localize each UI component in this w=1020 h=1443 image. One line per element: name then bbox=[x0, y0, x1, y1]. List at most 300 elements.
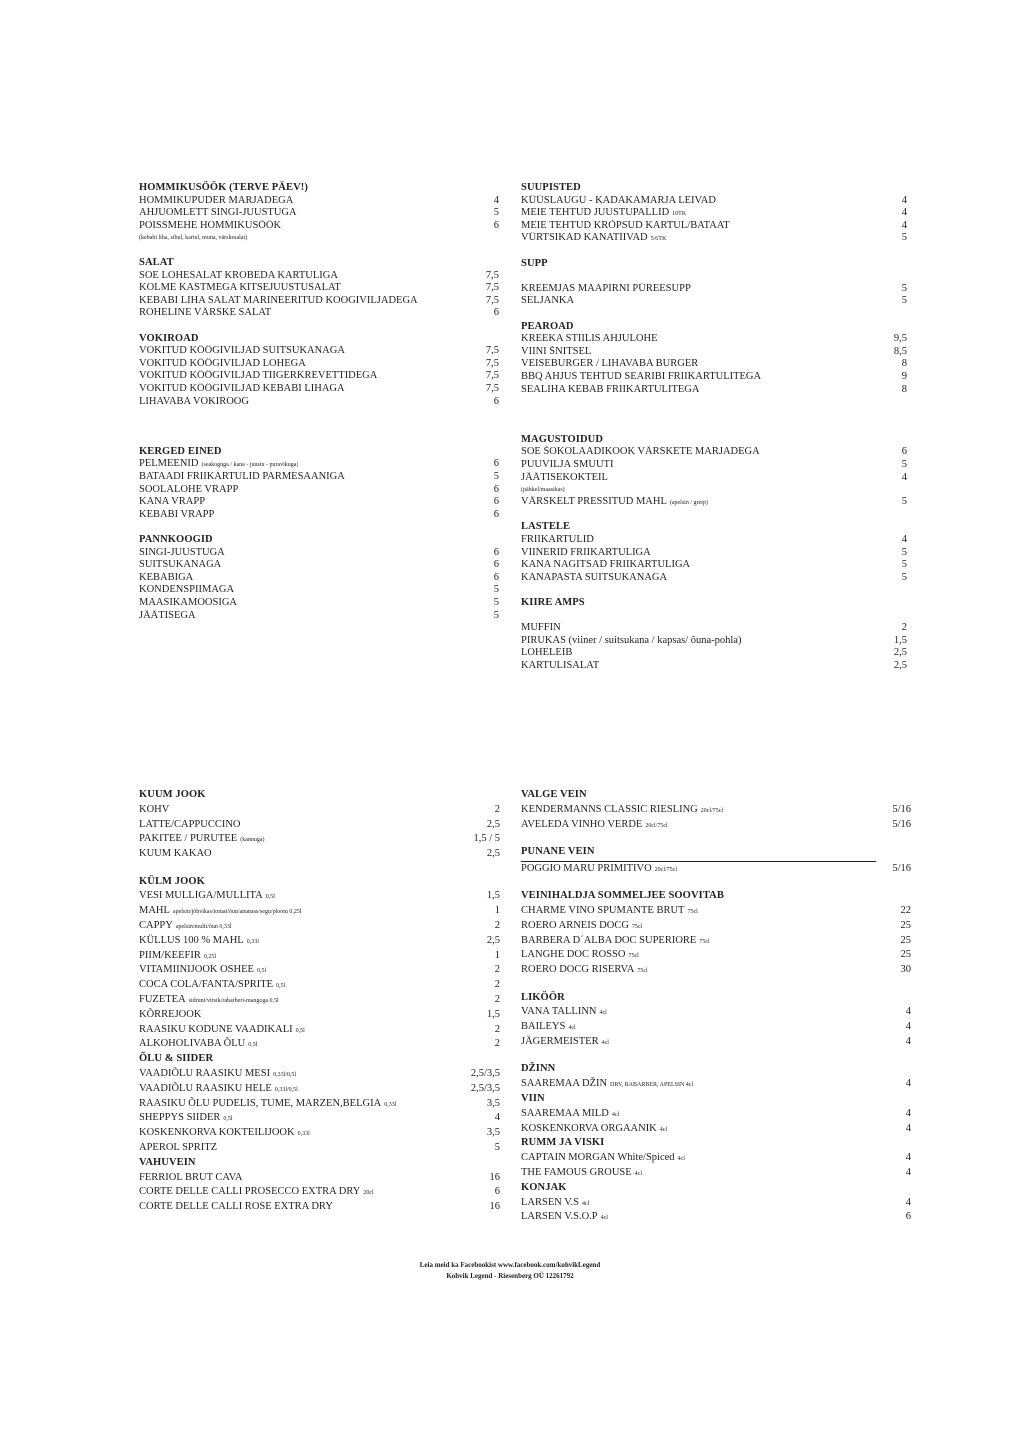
menu-item-price: 4 bbox=[905, 1107, 911, 1119]
menu-item-price: 4 bbox=[493, 194, 499, 206]
menu-item-vaadiolu-raasiku-hele bbox=[139, 1082, 500, 1097]
drinks-left-column bbox=[139, 788, 500, 1215]
menu-item-suitsukanaga bbox=[139, 559, 499, 572]
footer-facebook-line: Leia meid ka Facebookist www.facebook.com/kohvikLegend bbox=[419, 1261, 601, 1269]
item-note: 4cl bbox=[611, 1111, 620, 1118]
menu-item-price: 4 bbox=[901, 534, 907, 546]
menu-item-price: 5 bbox=[901, 282, 907, 294]
section-title: KERGED EINED bbox=[139, 445, 222, 457]
menu-item-soolalohe-vrapp bbox=[139, 484, 499, 497]
menu-item-price: 2,5 bbox=[893, 659, 907, 671]
menu-item-name bbox=[521, 818, 668, 834]
menu-section-valge-vein bbox=[521, 788, 911, 832]
item-note: 0,5l bbox=[265, 894, 275, 901]
menu-item-vana-tallinn bbox=[521, 1005, 911, 1020]
menu-section-kuum-jook bbox=[139, 788, 500, 862]
item-name-text: VIINERID FRIIKARTULIGA bbox=[521, 546, 651, 558]
menu-item-name bbox=[521, 803, 723, 819]
menu-item-price: 7,5 bbox=[485, 282, 499, 294]
item-name-text: SOE ŠOKOLAADIKOOK VÄRSKETE MARJADEGA bbox=[521, 446, 760, 458]
item-name-text: KOHV bbox=[139, 803, 170, 815]
menu-item-price: 2 bbox=[494, 1023, 500, 1035]
menu-section-konjak bbox=[521, 1181, 911, 1225]
menu-item-name bbox=[139, 396, 249, 409]
item-name-text: LARSEN V.S.O.P bbox=[521, 1211, 598, 1223]
menu-item-name bbox=[521, 346, 591, 359]
menu-item-name bbox=[139, 1008, 201, 1023]
item-name-text: POGGIO MARU PRIMITIVO bbox=[521, 862, 652, 874]
menu-item-price: 5 bbox=[901, 571, 907, 583]
item-name-text: JÄGERMEISTER bbox=[521, 1035, 599, 1047]
section-title: PUNANE VEIN bbox=[521, 845, 595, 857]
menu-item-name bbox=[521, 232, 666, 246]
item-name-text: AVELEDA VINHO VERDE bbox=[521, 818, 643, 830]
menu-item-price: 1,5 bbox=[486, 1008, 500, 1020]
menu-item-price: 4 bbox=[494, 1112, 500, 1124]
menu-section-pearoad bbox=[521, 321, 907, 397]
menu-item-price: 5 bbox=[493, 584, 499, 596]
menu-item-price: 5 bbox=[901, 496, 907, 508]
menu-item-price: 1 bbox=[494, 949, 500, 961]
item-name-text: VIINI ŠNITSEL bbox=[521, 345, 592, 357]
menu-item-name bbox=[139, 559, 221, 572]
menu-item-ahjuomlett-singi-juustuga bbox=[139, 207, 499, 220]
item-name-text: SAAREMAA DŽIN bbox=[521, 1078, 608, 1090]
item-name-text: VOKITUD KÖÖGIVILJAD SUITSUKANAGA bbox=[139, 345, 345, 357]
item-name-text: SOOLALOHE VRAPP bbox=[139, 483, 239, 495]
menu-item-price: 2,5 bbox=[486, 848, 500, 860]
item-name-text: VITAMIINIJOOK OSHEE bbox=[139, 964, 254, 976]
section-title: PEAROAD bbox=[521, 320, 574, 332]
menu-item-veiseburger-lihavaba-burger bbox=[521, 358, 907, 371]
item-name-text: KEBABI LIHA SALAT MARINEERITUD KOOGIVILJADEGA bbox=[139, 294, 418, 306]
item-name-text: KEBABI VRAPP bbox=[139, 508, 215, 520]
menu-item-name bbox=[139, 832, 265, 848]
menu-item-name bbox=[139, 818, 241, 833]
page-footer bbox=[0, 1260, 1020, 1282]
section-title: MAGUSTOIDUD bbox=[521, 433, 603, 445]
section-title: KONJAK bbox=[521, 1181, 567, 1193]
menu-item-name bbox=[521, 496, 708, 510]
menu-section-dzinn bbox=[521, 1062, 911, 1092]
menu-item-name bbox=[139, 889, 275, 905]
menu-item-kondenspiimaga bbox=[139, 584, 499, 597]
item-name-text: KANAPASTA SUITSUKANAGA bbox=[521, 571, 668, 583]
menu-item-jagermeister bbox=[521, 1035, 911, 1050]
section-note: (kebabi liha, sibul, kartul, muna, värskesalat) bbox=[139, 235, 248, 242]
menu-item-kebabiga bbox=[139, 572, 499, 585]
menu-item-name bbox=[521, 1210, 608, 1226]
menu-item-price: 9 bbox=[901, 370, 907, 382]
item-name-text: ROHELINE VÄRSKE SALAT bbox=[139, 307, 272, 319]
item-note: 20cl/75cl bbox=[700, 807, 724, 814]
menu-item-kuuslaugu-kadakamarja-leivad bbox=[521, 195, 907, 208]
item-note: 0,33l bbox=[246, 938, 259, 945]
menu-item-name bbox=[139, 1171, 242, 1186]
item-name-text: KREEKA STIILIS AHJULOHE bbox=[521, 333, 658, 345]
menu-section-pannkoogid bbox=[139, 534, 499, 622]
menu-item-kendermanns-classic-riesling bbox=[521, 803, 911, 818]
item-name-text: FERRIOL BRUT CAVA bbox=[139, 1171, 243, 1183]
item-note: DRY, RABARBER, APELSIN 4cl bbox=[610, 1082, 694, 1089]
menu-item-piim-keefir bbox=[139, 949, 500, 964]
menu-item-price: 5 bbox=[493, 471, 499, 483]
menu-item-name bbox=[139, 1097, 396, 1113]
item-note: 0,5l bbox=[276, 983, 286, 990]
menu-item-name bbox=[139, 195, 293, 208]
item-name-text: SAAREMAA MILD bbox=[521, 1107, 609, 1119]
menu-item-vokitud-koogiviljad-tiigerkrevettidega bbox=[139, 370, 499, 383]
menu-item-price: 4 bbox=[905, 1122, 911, 1134]
menu-item-price: 4 bbox=[905, 1196, 911, 1208]
item-name-text: BBQ AHJUS TEHTUD SEARIBI FRIIKARTULITEGA bbox=[521, 370, 762, 382]
item-name-text: CORTE DELLE CALLI ROSE EXTRA DRY bbox=[139, 1201, 333, 1213]
menu-item-raasiku-kodune-vaadikali bbox=[139, 1023, 500, 1038]
menu-item-price: 5 bbox=[901, 459, 907, 471]
menu-item-price: 6 bbox=[493, 508, 499, 520]
menu-item-price: 7,5 bbox=[485, 345, 499, 357]
menu-item-name bbox=[139, 1185, 374, 1201]
menu-item-price: 1,5 bbox=[486, 890, 500, 902]
item-note: sidruni/virsik/rabarberi-mangoga 0,5l bbox=[188, 997, 279, 1004]
item-name-text: VÄRSKELT PRESSITUD MAHL bbox=[521, 496, 667, 508]
food-left-column bbox=[139, 182, 499, 622]
menu-item-baileys bbox=[521, 1020, 911, 1035]
item-note: 0,5l bbox=[248, 1042, 258, 1049]
menu-item-name bbox=[521, 358, 698, 371]
menu-item-kohv bbox=[139, 803, 500, 818]
menu-item-vokitud-koogiviljad-kebabi-lihaga bbox=[139, 383, 499, 396]
menu-item-larsen-v-s bbox=[521, 1196, 911, 1211]
section-title: PANNKOOGID bbox=[139, 534, 213, 546]
item-name-text: SHEPPYS SIIDER bbox=[139, 1112, 221, 1124]
section-title: KUUM JOOK bbox=[139, 789, 206, 800]
menu-section-vokiroad bbox=[139, 333, 499, 409]
item-name-text: KOLME KASTMEGA KITSEJUUSTUSALAT bbox=[139, 282, 341, 294]
menu-item-price: 6 bbox=[905, 1211, 911, 1223]
menu-item-name bbox=[521, 1077, 693, 1093]
menu-item-aveleda-vinho-verde bbox=[521, 818, 911, 833]
menu-item-price: 2,5/3,5 bbox=[470, 1067, 500, 1079]
item-name-text: KARTULISALAT bbox=[521, 659, 600, 671]
menu-item-name bbox=[521, 459, 613, 472]
menu-section-lastele bbox=[521, 521, 907, 584]
section-title: RUMM JA VISKI bbox=[521, 1137, 605, 1149]
item-note: 4cl bbox=[599, 1010, 607, 1017]
menu-item-name bbox=[139, 370, 377, 383]
menu-item-meie-tehtud-kropsud-kartul-bataat bbox=[521, 220, 907, 233]
menu-item-name bbox=[139, 904, 302, 920]
menu-item-name bbox=[139, 496, 205, 509]
item-name-text: RAASIKU KODUNE VAADIKALI bbox=[139, 1023, 293, 1035]
menu-item-price: 5 bbox=[493, 207, 499, 219]
menu-item-price: 6 bbox=[494, 1186, 500, 1198]
menu-item-name bbox=[139, 1126, 310, 1142]
drinks-right-column bbox=[521, 788, 911, 1225]
menu-item-price: 4 bbox=[901, 194, 907, 206]
item-note: 0,33l bbox=[384, 1101, 397, 1108]
item-note: 4cl bbox=[677, 1156, 685, 1163]
menu-section-viin bbox=[521, 1092, 911, 1136]
item-name-text: KOSKENKORVA KOKTEILIJOOK bbox=[139, 1127, 295, 1139]
menu-item-price: 2 bbox=[494, 1038, 500, 1050]
menu-item-mahl bbox=[139, 904, 500, 919]
menu-item-price: 8 bbox=[901, 358, 907, 370]
menu-item-price: 5 bbox=[901, 295, 907, 307]
menu-item-price: 2,5 bbox=[893, 647, 907, 659]
section-title: VALGE VEIN bbox=[521, 789, 587, 800]
item-name-text: VAADIÕLU RAASIKU MESI bbox=[139, 1067, 271, 1079]
item-name-text: VOKITUD KÖÖGIVILJAD TIIGERKREVETTIDEGA bbox=[139, 370, 378, 382]
menu-item-corte-delle-calli-rose-extra-dry bbox=[139, 1200, 500, 1215]
menu-item-kanapasta-suitsukanaga bbox=[521, 572, 907, 585]
menu-item-friikartulid bbox=[521, 534, 907, 547]
menu-item-roheline-varske-salat bbox=[139, 307, 499, 320]
food-right-column bbox=[521, 182, 907, 673]
item-name-text: ROERO ARNEIS DOCG bbox=[521, 919, 629, 931]
menu-item-name bbox=[521, 283, 691, 296]
item-name-text: CORTE DELLE CALLI PROSECCO EXTRA DRY bbox=[139, 1186, 361, 1198]
item-name-text: PUUVILJA SMUUTI bbox=[521, 459, 614, 471]
menu-item-vaadiolu-raasiku-mesi bbox=[139, 1067, 500, 1082]
item-note: 4cl bbox=[601, 1039, 609, 1046]
menu-item-poissmehe-hommikusook bbox=[139, 220, 499, 233]
menu-item-price: 6 bbox=[493, 458, 499, 470]
menu-item-price: 6 bbox=[493, 496, 499, 508]
menu-item-seljanka bbox=[521, 295, 907, 308]
menu-item-coca-cola-fanta-sprite bbox=[139, 978, 500, 993]
menu-item-price: 5 bbox=[901, 232, 907, 244]
menu-item-kullus-100-mahl bbox=[139, 934, 500, 949]
item-name-text: KÜLLUS 100 % MAHL bbox=[139, 934, 244, 946]
menu-item-name bbox=[139, 484, 238, 497]
menu-item-korrejook bbox=[139, 1008, 500, 1023]
item-name-text: MAHL bbox=[139, 905, 170, 917]
item-name-text: VÜRTSIKAD KANATIIVAD bbox=[521, 232, 648, 244]
menu-item-name bbox=[521, 472, 608, 485]
menu-item-price: 16 bbox=[489, 1201, 500, 1213]
menu-item-price: 2,5 bbox=[486, 934, 500, 946]
menu-item-aperol-spritz bbox=[139, 1141, 500, 1156]
menu-section-punane-vein bbox=[521, 845, 911, 877]
section-title: HOMMIKUSÖÖK (TERVE PÄEV!) bbox=[139, 182, 308, 193]
menu-item-langhe-doc-rosso bbox=[521, 948, 911, 963]
menu-item-name bbox=[521, 547, 651, 560]
menu-item-name bbox=[521, 1122, 667, 1138]
menu-item-price: 16 bbox=[489, 1171, 500, 1183]
menu-item-price: 30 bbox=[900, 964, 911, 976]
menu-item-bataadi-friikartulid-parmesaaniga bbox=[139, 471, 499, 484]
menu-item-name bbox=[521, 333, 658, 346]
menu-item-kolme-kastmega-kitsejuustusalat bbox=[139, 282, 499, 295]
menu-section-olu-siider bbox=[139, 1052, 500, 1156]
menu-item-vesi-mulliga-mullita bbox=[139, 889, 500, 904]
menu-item-koskenkorva-orgaanik bbox=[521, 1122, 911, 1137]
menu-item-kana-nagitsad-friikartuliga bbox=[521, 559, 907, 572]
section-title: VAHUVEIN bbox=[139, 1156, 196, 1168]
menu-item-price: 6 bbox=[493, 546, 499, 558]
item-name-text: PELMEENID bbox=[139, 458, 199, 470]
menu-item-price: 4 bbox=[905, 1078, 911, 1090]
menu-item-vitamiinijook-oshee bbox=[139, 963, 500, 978]
menu-item-roero-docg-riserva bbox=[521, 963, 911, 978]
menu-item-sealiha-kebab-friikartulitega bbox=[521, 384, 907, 397]
item-name-text: LANGHE DOC ROSSO bbox=[521, 949, 626, 961]
item-name-text: LARSEN V.S bbox=[521, 1196, 579, 1208]
menu-item-price: 5 bbox=[901, 559, 907, 571]
section-title: VIIN bbox=[521, 1092, 545, 1104]
item-name-text: KÜÜSLAUGU - KADAKAMARJA LEIVAD bbox=[521, 194, 716, 206]
item-name-text: MUFFIN bbox=[521, 622, 561, 634]
menu-item-price: 7,5 bbox=[485, 382, 499, 394]
menu-item-kana-vrapp bbox=[139, 496, 499, 509]
item-name-text: CAPTAIN MORGAN White/Spiced bbox=[521, 1152, 675, 1164]
menu-item-price: 4 bbox=[901, 219, 907, 231]
menu-item-pakitee-purutee bbox=[139, 832, 500, 847]
menu-item-price: 25 bbox=[900, 949, 911, 961]
menu-item-price: 2 bbox=[901, 622, 907, 634]
menu-item-charme-vino-spumante-brut bbox=[521, 904, 911, 919]
item-name-text: KEBABIGA bbox=[139, 571, 194, 583]
menu-item-name bbox=[521, 622, 561, 635]
item-note: 75cl bbox=[628, 953, 639, 960]
menu-item-name bbox=[139, 1037, 257, 1053]
menu-item-name bbox=[521, 647, 572, 660]
menu-section-likoor bbox=[521, 991, 911, 1050]
item-note: (kannuga) bbox=[240, 837, 265, 844]
item-name-text: KÕRREJOOK bbox=[139, 1008, 202, 1020]
menu-item-price: 7,5 bbox=[485, 357, 499, 369]
menu-item-price: 5/16 bbox=[892, 803, 911, 815]
menu-section-salat bbox=[139, 257, 499, 320]
menu-item-name bbox=[521, 1035, 609, 1051]
menu-item-jaatisekokteil bbox=[521, 472, 907, 485]
section-title: LIKÖÖR bbox=[521, 991, 565, 1003]
item-name-text: ROERO DOCG RISERVA bbox=[521, 964, 635, 976]
menu-item-captain-morgan-white-spiced bbox=[521, 1151, 911, 1166]
section-title: ÕLU & SIIDER bbox=[139, 1053, 214, 1065]
menu-item-maasikamoosiga bbox=[139, 597, 499, 610]
menu-item-name bbox=[139, 847, 212, 862]
menu-item-price: 25 bbox=[900, 934, 911, 946]
item-note: 10TK bbox=[672, 211, 687, 218]
menu-item-bbq-ahjus-tehtud-searibi-friikartulitega bbox=[521, 371, 907, 384]
menu-item-price: 8,5 bbox=[893, 345, 907, 357]
menu-item-price: 2,5 bbox=[486, 818, 500, 830]
menu-item-larsen-v-s-o-p bbox=[521, 1210, 911, 1225]
item-note: 4cl bbox=[634, 1170, 642, 1177]
menu-item-price: 22 bbox=[900, 904, 911, 916]
menu-item-ferriol-brut-cava bbox=[139, 1171, 500, 1186]
item-name-text: KREEMJAS MAAPIRNI PÜREESUPP bbox=[521, 282, 691, 294]
menu-item-name bbox=[139, 220, 281, 233]
menu-item-price: 5 bbox=[901, 546, 907, 558]
menu-item-price: 2,5/3,5 bbox=[470, 1082, 500, 1094]
item-note: 0,5l bbox=[223, 1116, 233, 1123]
item-name-text: CHARME VINO SPUMANTE BRUT bbox=[521, 904, 685, 916]
menu-item-alkoholivaba-olu bbox=[139, 1037, 500, 1052]
menu-item-price: 4 bbox=[901, 207, 907, 219]
item-name-text: PIRUKAS (viiner / suitsukana / kapsas/ õuna-pohla) bbox=[521, 634, 742, 646]
item-note: (seakoguga / kana - juustu - puravikuga) bbox=[201, 462, 299, 469]
menu-item-name bbox=[139, 471, 345, 484]
menu-item-name bbox=[139, 1082, 298, 1098]
section-title: SUPP bbox=[521, 257, 548, 269]
menu-item-poggio-maru-primitivo bbox=[521, 862, 911, 877]
section-title: LASTELE bbox=[521, 521, 571, 533]
menu-section-kerged-eined bbox=[139, 446, 499, 522]
item-note: 75cl bbox=[687, 908, 698, 915]
menu-item-name bbox=[139, 1023, 305, 1039]
menu-item-price: 7,5 bbox=[485, 294, 499, 306]
menu-item-name bbox=[521, 446, 760, 459]
item-note: 0,33l/0,5l bbox=[273, 1071, 297, 1078]
menu-item-price: 6 bbox=[493, 307, 499, 319]
menu-item-sheppys-siider bbox=[139, 1111, 500, 1126]
section-title: DŽINN bbox=[521, 1063, 556, 1075]
menu-item-fuzetea bbox=[139, 993, 500, 1008]
menu-section-kulm-jook bbox=[139, 875, 500, 1053]
menu-section-hommikusook-terve-paev bbox=[139, 182, 499, 244]
menu-item-name bbox=[139, 597, 237, 610]
menu-item-name bbox=[139, 1067, 296, 1083]
section-title: SALAT bbox=[139, 256, 174, 268]
section-title: KÜLM JOOK bbox=[139, 875, 205, 887]
menu-item-name bbox=[139, 1111, 233, 1127]
menu-item-name bbox=[521, 207, 686, 221]
menu-item-name bbox=[521, 295, 574, 308]
menu-item-name bbox=[139, 803, 169, 818]
item-note: 0,5l bbox=[295, 1027, 305, 1034]
menu-item-name bbox=[521, 904, 698, 920]
menu-item-name bbox=[139, 458, 298, 472]
section-title: SUUPISTED bbox=[521, 182, 581, 193]
item-name-text: KENDERMANNS CLASSIC RIESLING bbox=[521, 803, 698, 815]
menu-item-kebabi-vrapp bbox=[139, 509, 499, 522]
menu-item-name bbox=[521, 660, 599, 673]
menu-item-name bbox=[521, 1196, 589, 1212]
item-name-text: JÄÄTISEGA bbox=[139, 609, 196, 621]
item-name-text: LIHAVABA VOKIROOG bbox=[139, 395, 249, 407]
section-title: VEINIHALDJA SOMMELJEE SOOVITAB bbox=[521, 890, 724, 902]
menu-item-price: 6 bbox=[901, 446, 907, 458]
item-name-text: JÄÄTISEKOKTEIL bbox=[521, 471, 608, 483]
menu-item-price: 1,5 bbox=[893, 634, 907, 646]
item-name-text: VOKITUD KÖÖGIVILJAD LOHEGA bbox=[139, 357, 306, 369]
menu-item-name bbox=[521, 384, 699, 397]
menu-item-pirukas-viiner-suitsukana-kapsas-ouna-po bbox=[521, 635, 907, 648]
menu-item-name bbox=[139, 295, 418, 308]
menu-item-name bbox=[139, 610, 196, 623]
menu-item-name bbox=[521, 862, 677, 878]
menu-item-puuvilja-smuuti bbox=[521, 459, 907, 472]
item-note: 4cl bbox=[600, 1215, 608, 1222]
item-name-text: MEIE TEHTUD JUUSTUPALLID bbox=[521, 207, 670, 219]
item-name-text: SINGI-JUUSTUGA bbox=[139, 546, 225, 558]
menu-item-price: 4 bbox=[905, 1021, 911, 1033]
menu-item-name bbox=[521, 963, 648, 979]
section-title: VOKIROAD bbox=[139, 332, 199, 344]
menu-item-vokitud-koogiviljad-suitsukanaga bbox=[139, 345, 499, 358]
menu-item-name bbox=[139, 383, 345, 396]
menu-item-price: 4 bbox=[905, 1166, 911, 1178]
item-note: apelsin/jõhvikas/tomat/õun/ananass/segu/ploom 0,25l bbox=[172, 909, 302, 916]
item-name-text: SOE LOHESALAT KROBEDA KARTULIGA bbox=[139, 269, 338, 281]
item-name-text: COCA COLA/FANTA/SPRITE bbox=[139, 979, 274, 991]
item-note: apelsin/multi/õun 0,33l bbox=[175, 923, 232, 930]
menu-item-latte-cappuccino bbox=[139, 818, 500, 833]
menu-item-name bbox=[139, 993, 279, 1009]
